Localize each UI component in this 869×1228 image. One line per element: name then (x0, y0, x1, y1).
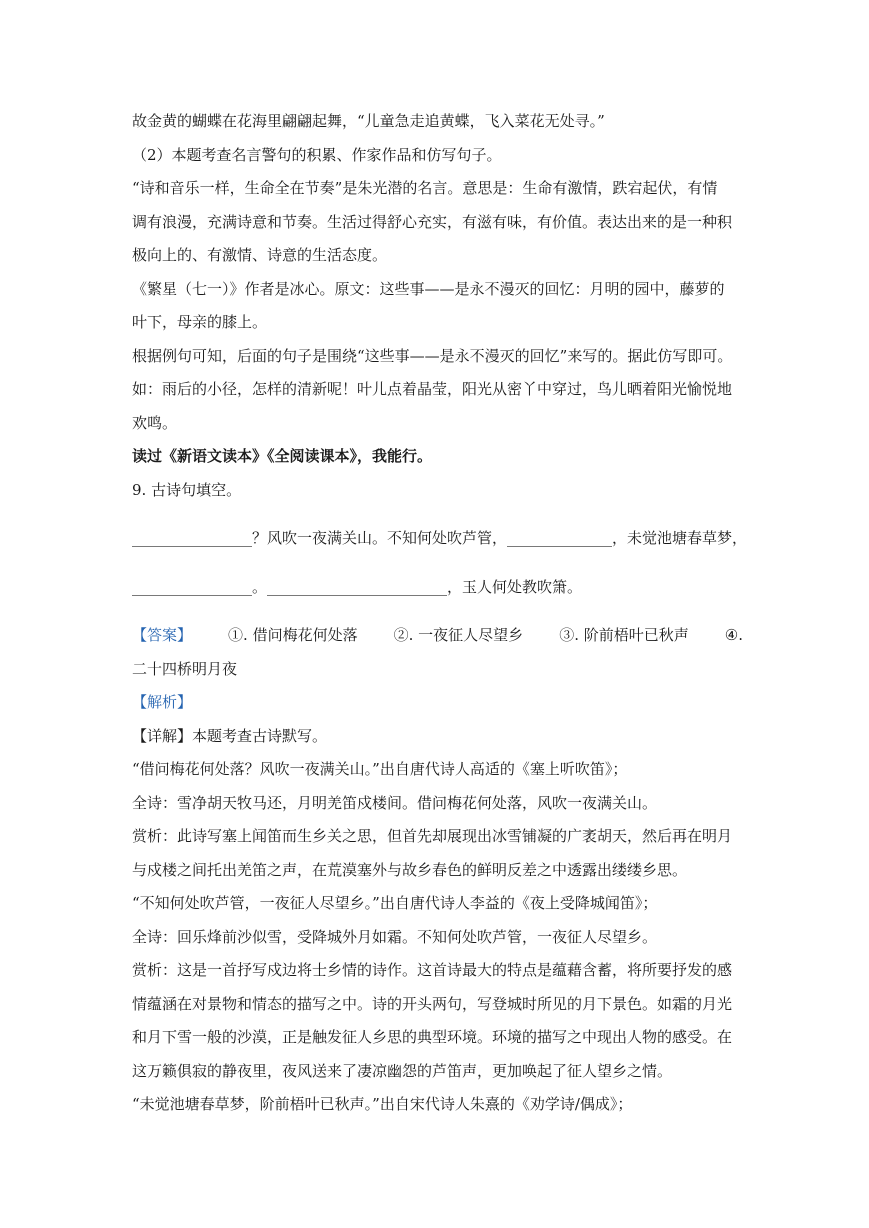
text-line: 全诗：回乐烽前沙似雪，受降城外月如霜。不知何处吹芦管，一夜征人尽望乡。 (132, 927, 658, 946)
text-line: “诗和音乐一样，生命全在节奏”是朱光潜的名言。意思是：生命有激情，跌宕起伏，有情 (132, 179, 718, 197)
text-line: （2）本题考查名言警句的积累、作家作品和仿写句子。 (132, 145, 502, 164)
answer-label: 【答案】 (132, 626, 193, 644)
answer-item: ①. 借问梅花何处落 (228, 626, 358, 644)
text-line: “未觉池塘春草梦，阶前梧叶已秋声。”出自宋代诗人朱熹的《劝学诗/偶成》； (132, 1095, 633, 1113)
text-line: 【详解】本题考查古诗默写。 (132, 726, 328, 745)
answer-item: ②. 一夜征人尽望乡 (393, 626, 524, 644)
text-line: “借问梅花何处落？风吹一夜满关山。”出自唐代诗人高适的《塞上听吹笛》； (132, 760, 628, 778)
answer-item: ③. 阶前梧叶已秋声 (559, 626, 689, 644)
fill-blank-line: ________________。________________________，玉人何处教吹箫。 (132, 577, 583, 596)
text-line: 极向上的、有激情、诗意的生活态度。 (132, 246, 388, 264)
text-line: “不知何处吹芦管，一夜征人尽望乡。”出自唐代诗人李益的《夜上受降城闻笛》； (132, 894, 658, 912)
text-line: 叶下，母亲的膝上。 (132, 313, 268, 331)
text-line: 故金黄的蝴蝶在花海里翩翩起舞，“儿童急走追黄蝶，飞入菜花无处寻。” (132, 112, 605, 130)
text-line: 情蕴涵在对景物和情态的描写之中。诗的开头两句，写登城时所见的月下景色。如霜的月光 (132, 994, 733, 1013)
text-line: 《繁星（七一）》作者是冰心。原文：这些事——是永不漫灭的回忆：月明的园中，藤萝的 (132, 279, 725, 298)
text-line: 二十四桥明月夜 (132, 659, 238, 678)
text-line: 如：雨后的小径，怎样的清新呢！叶儿点着晶莹，阳光从密丫中穿过，鸟儿晒着阳光愉悦地 (132, 380, 733, 398)
fill-blank-line: ________________？风吹一夜满关山。不知何处吹芦管，______________，未觉池塘春草梦， (132, 529, 748, 547)
section-heading: 读过《新语文读本》《全阅读课本》，我能行。 (132, 447, 433, 465)
answer-row (132, 619, 743, 653)
analysis-label: 【解析】 (132, 693, 193, 711)
text-line: 和月下雪一般的沙漠，正是触发征人乡思的典型环境。环境的描写之中现出人物的感受。在 (132, 1028, 733, 1046)
text-line: 与戍楼之间托出羌笛之声，在荒漠塞外与故乡春色的鲜明反差之中透露出缕缕乡思。 (132, 860, 688, 879)
text-line: 欢鸣。 (132, 413, 178, 432)
text-line: 根据例句可知，后面的句子是围绕“这些事——是永不漫灭的回忆”来写的。据此仿写即可。 (132, 346, 733, 365)
text-line: 赏析：此诗写塞上闻笛而生乡关之思，但首先却展现出冰雪铺凝的广袤胡天，然后再在明月 (132, 827, 733, 845)
text-line: 全诗：雪净胡天牧马还，月明羌笛戍楼间。借问梅花何处落，风吹一夜满关山。 (132, 793, 658, 812)
text-line: 这万籁俱寂的静夜里，夜风送来了凄凉幽怨的芦笛声，更加唤起了征人望乡之情。 (132, 1061, 673, 1080)
answer-item: ④. (724, 626, 743, 644)
question-title: 9. 古诗句填空。 (132, 480, 242, 499)
text-line: 赏析：这是一首抒写戍边将士乡情的诗作。这首诗最大的特点是蕴藉含蓄，将所要抒发的感 (132, 961, 733, 979)
text-line: 调有浪漫，充满诗意和节奏。生活过得舒心充实，有滋有味，有价值。表达出来的是一种积 (132, 212, 733, 231)
